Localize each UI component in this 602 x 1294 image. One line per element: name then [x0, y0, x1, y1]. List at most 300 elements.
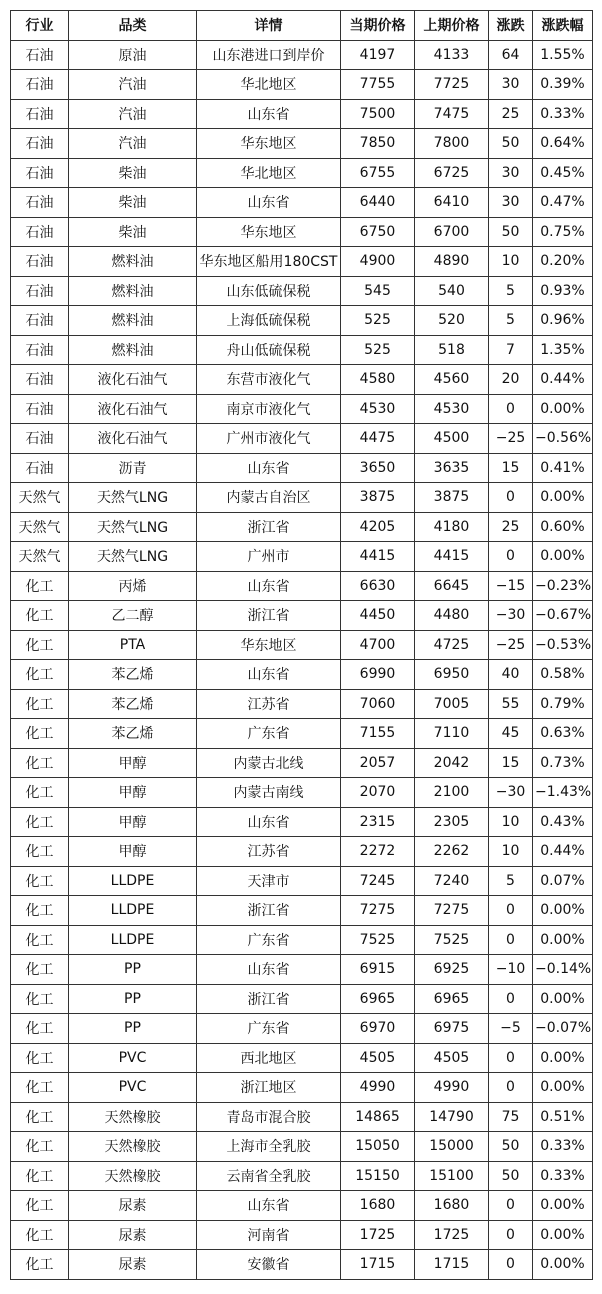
cell-change: 15 [489, 748, 533, 778]
cell-industry: 化工 [11, 1250, 69, 1280]
cell-industry: 石油 [11, 453, 69, 483]
cell-previous-price: 1715 [415, 1250, 489, 1280]
table-row [11, 1132, 593, 1162]
cell-change: 15 [489, 453, 533, 483]
cell-change-pct: 0.60% [533, 512, 593, 542]
cell-change: −25 [489, 424, 533, 454]
cell-current-price: 7755 [341, 70, 415, 100]
cell-detail: 上海市全乳胶 [197, 1132, 341, 1162]
cell-change-pct: 0.44% [533, 365, 593, 395]
cell-industry: 石油 [11, 188, 69, 218]
cell-category: 甲醇 [69, 778, 197, 808]
cell-category: 丙烯 [69, 571, 197, 601]
table-row [11, 129, 593, 159]
cell-current-price: 4700 [341, 630, 415, 660]
table-row [11, 1250, 593, 1280]
table-row [11, 689, 593, 719]
cell-change-pct: −0.53% [533, 630, 593, 660]
cell-detail: 山东省 [197, 571, 341, 601]
header-row [11, 11, 593, 41]
cell-current-price: 14865 [341, 1102, 415, 1132]
cell-current-price: 545 [341, 276, 415, 306]
cell-category: 沥青 [69, 453, 197, 483]
cell-detail: 内蒙古南线 [197, 778, 341, 808]
table-row [11, 424, 593, 454]
cell-change-pct: 0.63% [533, 719, 593, 749]
cell-detail: 南京市液化气 [197, 394, 341, 424]
cell-industry: 石油 [11, 217, 69, 247]
cell-current-price: 4450 [341, 601, 415, 631]
cell-current-price: 2315 [341, 807, 415, 837]
cell-change-pct: 0.00% [533, 1043, 593, 1073]
cell-current-price: 6630 [341, 571, 415, 601]
cell-previous-price: 4500 [415, 424, 489, 454]
cell-industry: 石油 [11, 70, 69, 100]
cell-detail: 山东低硫保税 [197, 276, 341, 306]
table-row [11, 1161, 593, 1191]
cell-change-pct: 0.00% [533, 984, 593, 1014]
cell-current-price: 7245 [341, 866, 415, 896]
cell-category: 燃料油 [69, 306, 197, 336]
cell-industry: 化工 [11, 660, 69, 690]
cell-category: 尿素 [69, 1250, 197, 1280]
cell-category: 天然橡胶 [69, 1102, 197, 1132]
cell-category: 液化石油气 [69, 424, 197, 454]
cell-change: 30 [489, 70, 533, 100]
cell-change-pct: −1.43% [533, 778, 593, 808]
cell-detail: 山东省 [197, 188, 341, 218]
cell-industry: 化工 [11, 1161, 69, 1191]
cell-previous-price: 4415 [415, 542, 489, 572]
cell-detail: 山东港进口到岸价 [197, 40, 341, 70]
cell-category: 燃料油 [69, 276, 197, 306]
header-change: 涨跌 [489, 11, 533, 41]
cell-category: 天然橡胶 [69, 1161, 197, 1191]
cell-current-price: 4205 [341, 512, 415, 542]
cell-industry: 石油 [11, 99, 69, 129]
cell-category: 液化石油气 [69, 365, 197, 395]
cell-change-pct: −0.07% [533, 1014, 593, 1044]
cell-change-pct: 0.58% [533, 660, 593, 690]
cell-industry: 石油 [11, 424, 69, 454]
cell-change: 40 [489, 660, 533, 690]
cell-change-pct: 0.93% [533, 276, 593, 306]
cell-change: 0 [489, 984, 533, 1014]
cell-category: 天然橡胶 [69, 1132, 197, 1162]
cell-detail: 华北地区 [197, 70, 341, 100]
header-previous-price: 上期价格 [415, 11, 489, 41]
cell-detail: 广东省 [197, 925, 341, 955]
cell-change: 5 [489, 276, 533, 306]
header-change-pct: 涨跌幅 [533, 11, 593, 41]
cell-change-pct: 0.47% [533, 188, 593, 218]
cell-previous-price: 7475 [415, 99, 489, 129]
cell-detail: 安徽省 [197, 1250, 341, 1280]
cell-current-price: 7525 [341, 925, 415, 955]
cell-change-pct: 0.51% [533, 1102, 593, 1132]
cell-current-price: 7060 [341, 689, 415, 719]
cell-change-pct: 1.55% [533, 40, 593, 70]
table-row [11, 158, 593, 188]
cell-category: 苯乙烯 [69, 689, 197, 719]
table-row [11, 276, 593, 306]
cell-detail: 广州市 [197, 542, 341, 572]
cell-industry: 石油 [11, 129, 69, 159]
cell-previous-price: 6645 [415, 571, 489, 601]
table-row [11, 630, 593, 660]
table-row [11, 512, 593, 542]
cell-detail: 天津市 [197, 866, 341, 896]
cell-category: LLDPE [69, 866, 197, 896]
cell-previous-price: 2100 [415, 778, 489, 808]
cell-detail: 江苏省 [197, 837, 341, 867]
cell-detail: 河南省 [197, 1220, 341, 1250]
cell-current-price: 3650 [341, 453, 415, 483]
cell-change-pct: 0.73% [533, 748, 593, 778]
cell-detail: 青岛市混合胶 [197, 1102, 341, 1132]
cell-industry: 石油 [11, 335, 69, 365]
cell-category: PVC [69, 1043, 197, 1073]
cell-category: 苯乙烯 [69, 660, 197, 690]
header-current-price: 当期价格 [341, 11, 415, 41]
cell-industry: 化工 [11, 689, 69, 719]
cell-detail: 浙江省 [197, 896, 341, 926]
cell-current-price: 1715 [341, 1250, 415, 1280]
price-table [10, 10, 593, 1280]
cell-current-price: 6990 [341, 660, 415, 690]
cell-change-pct: 0.45% [533, 158, 593, 188]
cell-detail: 江苏省 [197, 689, 341, 719]
cell-category: 汽油 [69, 70, 197, 100]
cell-current-price: 4530 [341, 394, 415, 424]
cell-detail: 浙江省 [197, 601, 341, 631]
cell-current-price: 2057 [341, 748, 415, 778]
header-detail: 详情 [197, 11, 341, 41]
cell-previous-price: 6950 [415, 660, 489, 690]
cell-industry: 石油 [11, 365, 69, 395]
table-row [11, 1220, 593, 1250]
header-category: 品类 [69, 11, 197, 41]
cell-previous-price: 1725 [415, 1220, 489, 1250]
cell-change-pct: 0.33% [533, 1161, 593, 1191]
cell-category: 乙二醇 [69, 601, 197, 631]
table-row [11, 837, 593, 867]
cell-change: 5 [489, 866, 533, 896]
cell-industry: 化工 [11, 984, 69, 1014]
cell-change: 25 [489, 512, 533, 542]
cell-detail: 广州市液化气 [197, 424, 341, 454]
cell-change: 10 [489, 807, 533, 837]
cell-current-price: 7275 [341, 896, 415, 926]
cell-industry: 化工 [11, 837, 69, 867]
table-row [11, 807, 593, 837]
table-row [11, 40, 593, 70]
cell-current-price: 7850 [341, 129, 415, 159]
table-row [11, 748, 593, 778]
cell-previous-price: 3875 [415, 483, 489, 513]
cell-current-price: 4900 [341, 247, 415, 277]
cell-category: 液化石油气 [69, 394, 197, 424]
cell-current-price: 4990 [341, 1073, 415, 1103]
cell-change: 55 [489, 689, 533, 719]
cell-previous-price: 7240 [415, 866, 489, 896]
table-row [11, 896, 593, 926]
cell-detail: 山东省 [197, 955, 341, 985]
cell-change-pct: −0.67% [533, 601, 593, 631]
cell-current-price: 15150 [341, 1161, 415, 1191]
cell-current-price: 1680 [341, 1191, 415, 1221]
cell-detail: 山东省 [197, 99, 341, 129]
cell-previous-price: 6410 [415, 188, 489, 218]
cell-previous-price: 4180 [415, 512, 489, 542]
cell-previous-price: 4480 [415, 601, 489, 631]
cell-previous-price: 6925 [415, 955, 489, 985]
cell-category: LLDPE [69, 896, 197, 926]
cell-industry: 化工 [11, 1191, 69, 1221]
cell-detail: 云南省全乳胶 [197, 1161, 341, 1191]
cell-industry: 天然气 [11, 542, 69, 572]
cell-current-price: 4580 [341, 365, 415, 395]
cell-change: 50 [489, 129, 533, 159]
cell-change-pct: 0.00% [533, 1191, 593, 1221]
cell-category: 燃料油 [69, 247, 197, 277]
cell-change: 0 [489, 542, 533, 572]
cell-industry: 化工 [11, 807, 69, 837]
cell-change: 75 [489, 1102, 533, 1132]
cell-change-pct: 0.75% [533, 217, 593, 247]
cell-previous-price: 3635 [415, 453, 489, 483]
cell-current-price: 4197 [341, 40, 415, 70]
cell-industry: 石油 [11, 247, 69, 277]
cell-change: −25 [489, 630, 533, 660]
cell-previous-price: 15100 [415, 1161, 489, 1191]
cell-change: 64 [489, 40, 533, 70]
cell-category: 汽油 [69, 99, 197, 129]
cell-change: 25 [489, 99, 533, 129]
table-row [11, 778, 593, 808]
cell-current-price: 4475 [341, 424, 415, 454]
cell-current-price: 525 [341, 306, 415, 336]
cell-change-pct: 0.00% [533, 925, 593, 955]
cell-change-pct: 0.00% [533, 896, 593, 926]
cell-change-pct: 0.00% [533, 394, 593, 424]
table-body [11, 40, 593, 1279]
cell-detail: 上海低硫保税 [197, 306, 341, 336]
cell-change-pct: −0.14% [533, 955, 593, 985]
cell-previous-price: 7110 [415, 719, 489, 749]
cell-category: 天然气LNG [69, 483, 197, 513]
table-row [11, 1191, 593, 1221]
cell-detail: 内蒙古北线 [197, 748, 341, 778]
cell-change: 20 [489, 365, 533, 395]
cell-change: −10 [489, 955, 533, 985]
cell-category: 甲醇 [69, 807, 197, 837]
cell-change-pct: 0.64% [533, 129, 593, 159]
cell-previous-price: 520 [415, 306, 489, 336]
cell-previous-price: 6965 [415, 984, 489, 1014]
cell-change-pct: 0.00% [533, 1073, 593, 1103]
cell-detail: 西北地区 [197, 1043, 341, 1073]
cell-change-pct: 0.33% [533, 99, 593, 129]
cell-change-pct: 0.96% [533, 306, 593, 336]
cell-change-pct: 0.00% [533, 483, 593, 513]
cell-category: 柴油 [69, 217, 197, 247]
cell-industry: 化工 [11, 630, 69, 660]
cell-industry: 化工 [11, 571, 69, 601]
cell-detail: 广东省 [197, 719, 341, 749]
cell-current-price: 6970 [341, 1014, 415, 1044]
cell-previous-price: 15000 [415, 1132, 489, 1162]
cell-industry: 石油 [11, 306, 69, 336]
cell-previous-price: 14790 [415, 1102, 489, 1132]
header-industry: 行业 [11, 11, 69, 41]
cell-category: 天然气LNG [69, 542, 197, 572]
cell-current-price: 3875 [341, 483, 415, 513]
cell-change: 0 [489, 896, 533, 926]
cell-change: −30 [489, 778, 533, 808]
table-row [11, 571, 593, 601]
cell-previous-price: 518 [415, 335, 489, 365]
cell-detail: 华东地区 [197, 217, 341, 247]
table-row [11, 217, 593, 247]
cell-industry: 石油 [11, 276, 69, 306]
cell-change: 50 [489, 1132, 533, 1162]
table-row [11, 453, 593, 483]
cell-current-price: 4415 [341, 542, 415, 572]
cell-previous-price: 1680 [415, 1191, 489, 1221]
cell-previous-price: 7005 [415, 689, 489, 719]
table-row [11, 925, 593, 955]
cell-current-price: 2272 [341, 837, 415, 867]
cell-category: PTA [69, 630, 197, 660]
cell-detail: 浙江省 [197, 984, 341, 1014]
table-row [11, 247, 593, 277]
cell-category: 天然气LNG [69, 512, 197, 542]
cell-category: LLDPE [69, 925, 197, 955]
cell-industry: 石油 [11, 40, 69, 70]
table-row [11, 984, 593, 1014]
cell-previous-price: 7275 [415, 896, 489, 926]
table-row [11, 1014, 593, 1044]
cell-category: 甲醇 [69, 748, 197, 778]
cell-detail: 山东省 [197, 453, 341, 483]
cell-change: 7 [489, 335, 533, 365]
cell-change-pct: 0.41% [533, 453, 593, 483]
cell-previous-price: 2042 [415, 748, 489, 778]
cell-previous-price: 2262 [415, 837, 489, 867]
cell-previous-price: 4505 [415, 1043, 489, 1073]
cell-change: 50 [489, 217, 533, 247]
table-row [11, 365, 593, 395]
cell-change: 10 [489, 247, 533, 277]
cell-category: 汽油 [69, 129, 197, 159]
cell-detail: 浙江地区 [197, 1073, 341, 1103]
cell-current-price: 15050 [341, 1132, 415, 1162]
cell-category: PP [69, 955, 197, 985]
cell-industry: 化工 [11, 1132, 69, 1162]
cell-industry: 石油 [11, 394, 69, 424]
cell-detail: 山东省 [197, 807, 341, 837]
cell-detail: 内蒙古自治区 [197, 483, 341, 513]
cell-detail: 山东省 [197, 660, 341, 690]
table-row [11, 542, 593, 572]
cell-industry: 化工 [11, 866, 69, 896]
cell-industry: 石油 [11, 158, 69, 188]
cell-previous-price: 7725 [415, 70, 489, 100]
table-row [11, 955, 593, 985]
cell-previous-price: 7525 [415, 925, 489, 955]
table-row [11, 483, 593, 513]
cell-previous-price: 6700 [415, 217, 489, 247]
cell-industry: 化工 [11, 955, 69, 985]
table-row [11, 1102, 593, 1132]
cell-change: 50 [489, 1161, 533, 1191]
cell-previous-price: 6725 [415, 158, 489, 188]
cell-current-price: 1725 [341, 1220, 415, 1250]
cell-detail: 华东地区 [197, 129, 341, 159]
cell-current-price: 6755 [341, 158, 415, 188]
cell-current-price: 6965 [341, 984, 415, 1014]
cell-category: PVC [69, 1073, 197, 1103]
cell-change-pct: 0.00% [533, 542, 593, 572]
cell-previous-price: 4890 [415, 247, 489, 277]
cell-previous-price: 4725 [415, 630, 489, 660]
cell-industry: 化工 [11, 1073, 69, 1103]
table-row [11, 601, 593, 631]
cell-change: 0 [489, 1191, 533, 1221]
cell-industry: 化工 [11, 896, 69, 926]
cell-industry: 化工 [11, 719, 69, 749]
cell-change-pct: 0.07% [533, 866, 593, 896]
cell-change-pct: 0.44% [533, 837, 593, 867]
cell-current-price: 7155 [341, 719, 415, 749]
cell-detail: 华北地区 [197, 158, 341, 188]
table-row [11, 188, 593, 218]
table-header [11, 11, 593, 41]
cell-category: 燃料油 [69, 335, 197, 365]
cell-category: 苯乙烯 [69, 719, 197, 749]
table-row [11, 306, 593, 336]
cell-change: −15 [489, 571, 533, 601]
cell-industry: 化工 [11, 1043, 69, 1073]
cell-change: 0 [489, 1073, 533, 1103]
cell-industry: 化工 [11, 601, 69, 631]
cell-change-pct: 0.20% [533, 247, 593, 277]
cell-change: 5 [489, 306, 533, 336]
cell-change: 0 [489, 1043, 533, 1073]
cell-detail: 华东地区船用180CST [197, 247, 341, 277]
cell-change-pct: 0.00% [533, 1250, 593, 1280]
cell-change-pct: −0.56% [533, 424, 593, 454]
cell-change: 30 [489, 188, 533, 218]
cell-current-price: 6750 [341, 217, 415, 247]
cell-current-price: 2070 [341, 778, 415, 808]
table-row [11, 394, 593, 424]
cell-detail: 浙江省 [197, 512, 341, 542]
cell-category: 甲醇 [69, 837, 197, 867]
cell-change-pct: 0.00% [533, 1220, 593, 1250]
cell-change-pct: 0.43% [533, 807, 593, 837]
cell-industry: 天然气 [11, 483, 69, 513]
cell-current-price: 7500 [341, 99, 415, 129]
cell-current-price: 525 [341, 335, 415, 365]
table-row [11, 660, 593, 690]
cell-change-pct: 0.79% [533, 689, 593, 719]
cell-industry: 天然气 [11, 512, 69, 542]
cell-category: PP [69, 984, 197, 1014]
cell-change-pct: −0.23% [533, 571, 593, 601]
cell-industry: 化工 [11, 778, 69, 808]
